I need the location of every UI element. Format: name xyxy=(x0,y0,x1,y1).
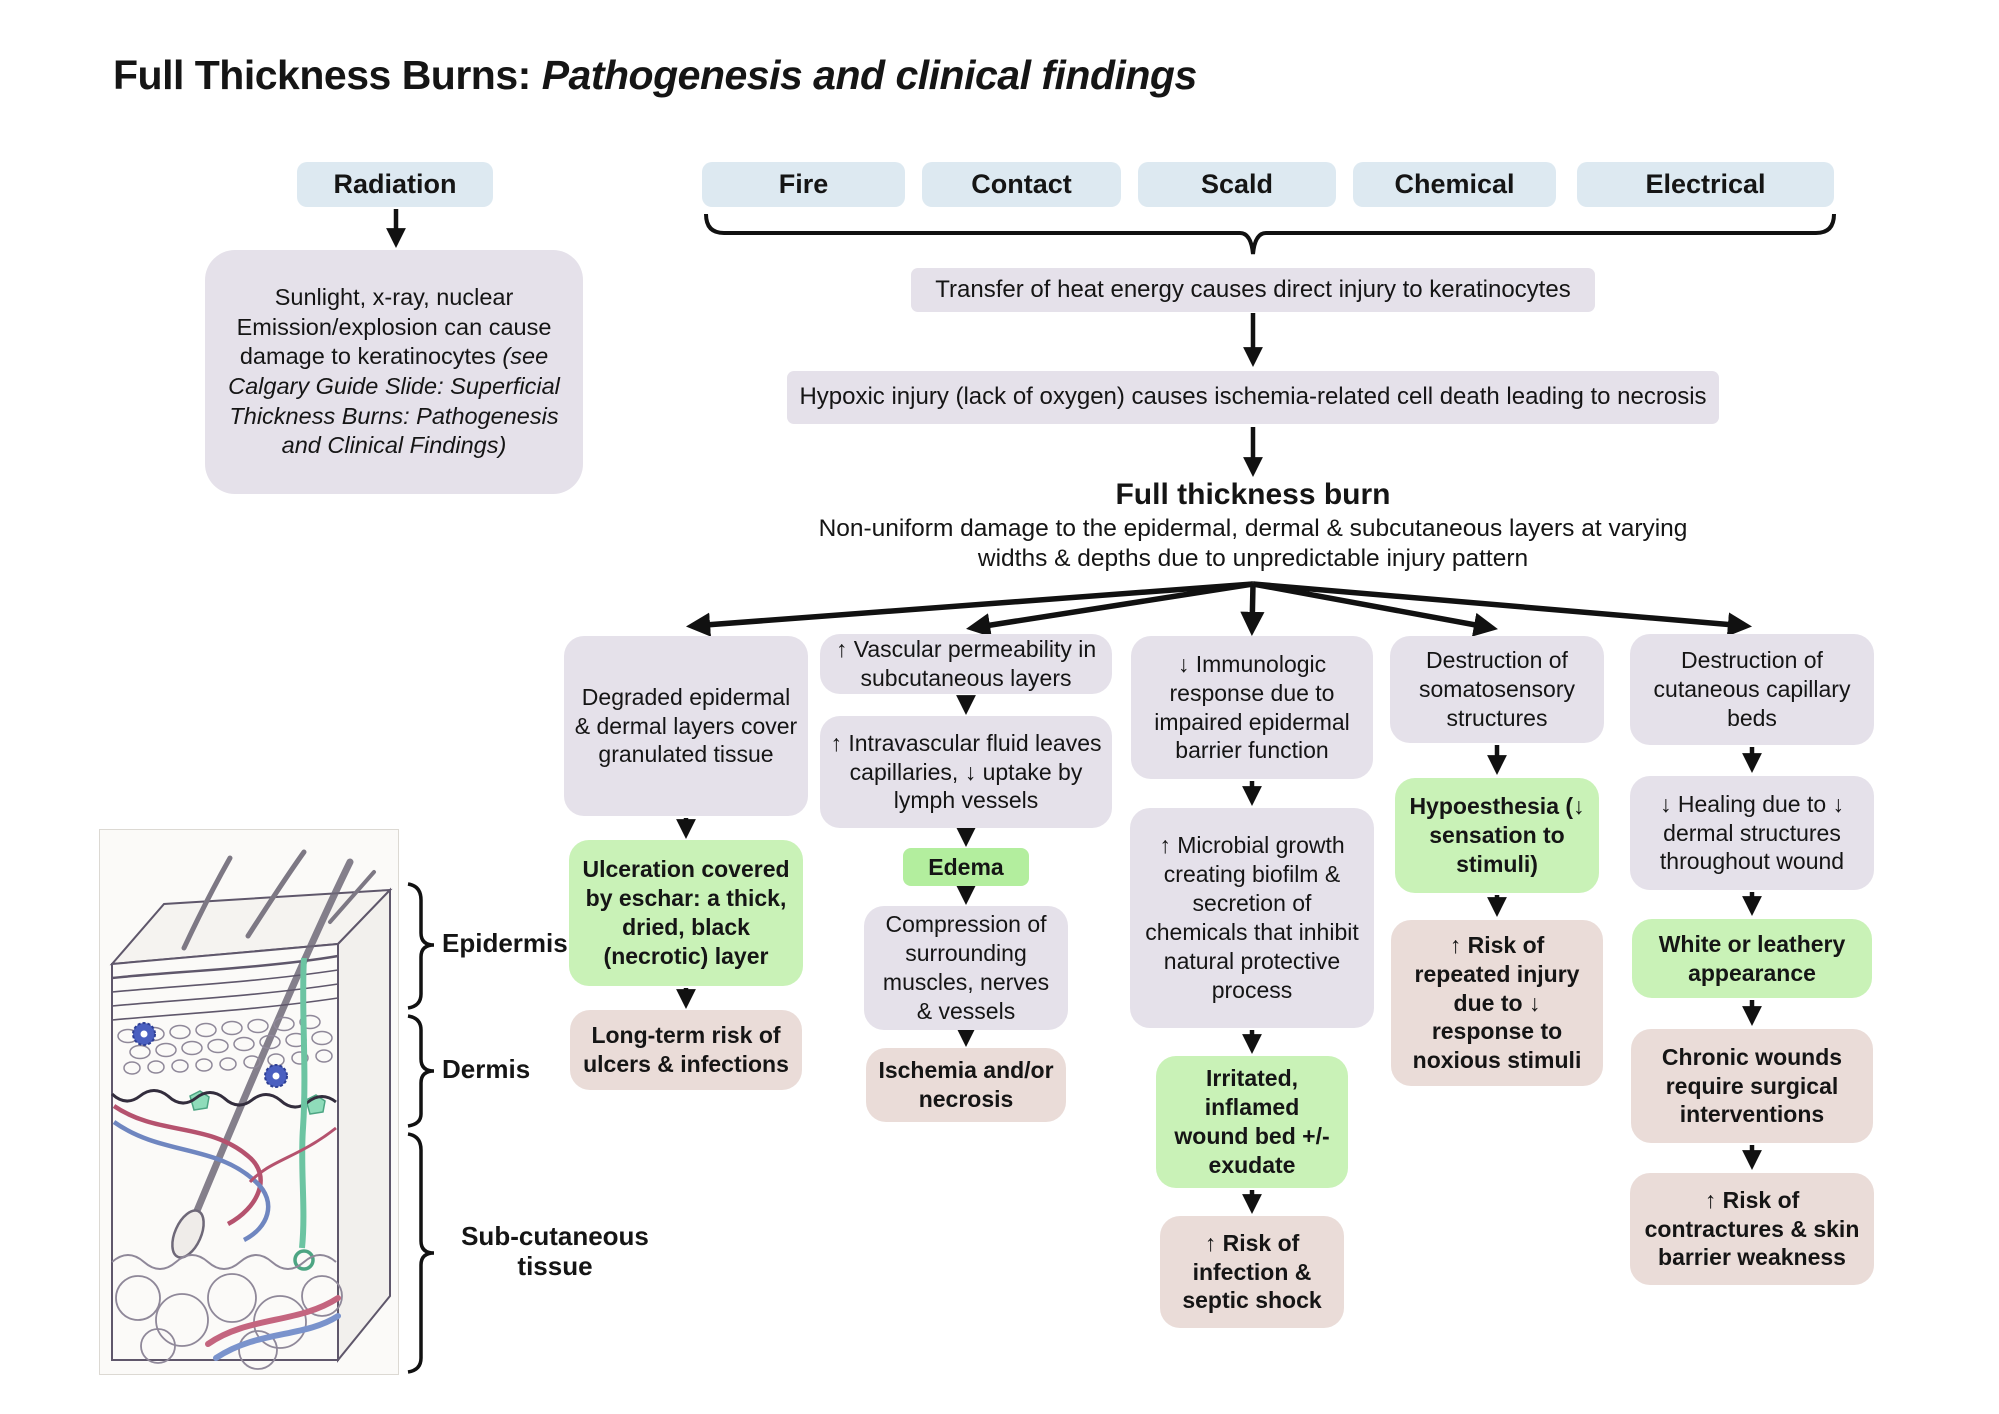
page-title-prefix: Full Thickness Burns: xyxy=(113,52,542,98)
page-title xyxy=(113,52,1197,99)
label-epidermis: Epidermis xyxy=(442,928,568,958)
box-decreased-healing: ↓ Healing due to ↓ dermal structures throughout wound xyxy=(1630,776,1874,890)
radiation-detail-italic: (see Calgary Guide Slide: Superficial Thickness Burns: Pathogenesis and Clinical Findings) xyxy=(228,343,560,459)
box-microbial-growth: ↑ Microbial growth creating biofilm & secretion of chemicals that inhibit natural protective process xyxy=(1130,808,1374,1028)
radiation-detail-box xyxy=(205,250,583,494)
box-repeated-injury-risk: ↑ Risk of repeated injury due to ↓ response to noxious stimuli xyxy=(1391,920,1603,1086)
full-thickness-burn-subheading: Non-uniform damage to the epidermal, dermal & subcutaneous layers at varying widths & depths due to unpredictable injury pattern xyxy=(818,515,1688,572)
box-vascular-permeability: ↑ Vascular permeability in subcutaneous layers xyxy=(820,634,1112,694)
box-irritated-wound-bed: Irritated, inflamed wound bed +/- exudate xyxy=(1156,1056,1348,1188)
cause-box-contact: Contact xyxy=(922,162,1121,207)
box-edema: Edema xyxy=(903,848,1029,886)
cause-box-radiation: Radiation xyxy=(297,162,493,207)
label-subcutaneous: Sub-cutaneous tissue xyxy=(461,1221,649,1281)
transfer-heat-box: Transfer of heat energy causes direct injury to keratinocytes xyxy=(911,268,1595,312)
box-infection-septic-shock: ↑ Risk of infection & septic shock xyxy=(1160,1216,1344,1328)
cause-box-chemical: Chemical xyxy=(1353,162,1556,207)
hypoxic-injury-box: Hypoxic injury (lack of oxygen) causes ischemia-related cell death leading to necrosis xyxy=(787,371,1719,424)
skin-layer-braces xyxy=(408,884,434,1372)
box-intravascular-fluid: ↑ Intravascular fluid leaves capillaries, ↓ uptake by lymph vessels xyxy=(820,716,1112,828)
page-title-emphasis: Pathogenesis and clinical findings xyxy=(541,52,1197,98)
box-chronic-wounds: Chronic wounds require surgical interventions xyxy=(1631,1029,1873,1143)
full-thickness-burn-heading: Full thickness burn xyxy=(1115,478,1391,511)
box-longterm-ulcer-risk: Long-term risk of ulcers & infections xyxy=(570,1010,802,1090)
box-compression: Compression of surrounding muscles, nerves & vessels xyxy=(864,906,1068,1030)
heat-causes-bracket xyxy=(706,214,1834,254)
cause-box-fire: Fire xyxy=(702,162,905,207)
box-somatosensory-destruction: Destruction of somatosensory structures xyxy=(1390,636,1604,743)
box-contractures-risk: ↑ Risk of contractures & skin barrier weakness xyxy=(1630,1173,1874,1285)
skin-cross-section-illustration xyxy=(98,828,400,1376)
box-immunologic-response: ↓ Immunologic response due to impaired epidermal barrier function xyxy=(1131,636,1373,779)
cause-box-electrical: Electrical xyxy=(1577,162,1834,207)
box-ulceration-eschar: Ulceration covered by eschar: a thick, dried, black (necrotic) layer xyxy=(569,840,803,986)
box-ischemia-necrosis: Ischemia and/or necrosis xyxy=(866,1048,1066,1122)
box-hypoesthesia: Hypoesthesia (↓ sensation to stimuli) xyxy=(1395,778,1599,893)
box-degraded-layers: Degraded epidermal & dermal layers cover granulated tissue xyxy=(564,636,808,816)
radiation-detail-plain: Sunlight, x-ray, nuclear Emission/explosion can cause damage to keratinocytes xyxy=(236,284,552,370)
fan-arrows xyxy=(692,584,1746,630)
label-dermis: Dermis xyxy=(442,1054,531,1084)
box-capillary-destruction: Destruction of cutaneous capillary beds xyxy=(1630,634,1874,745)
box-white-leathery: White or leathery appearance xyxy=(1632,919,1872,998)
cause-box-scald: Scald xyxy=(1138,162,1336,207)
